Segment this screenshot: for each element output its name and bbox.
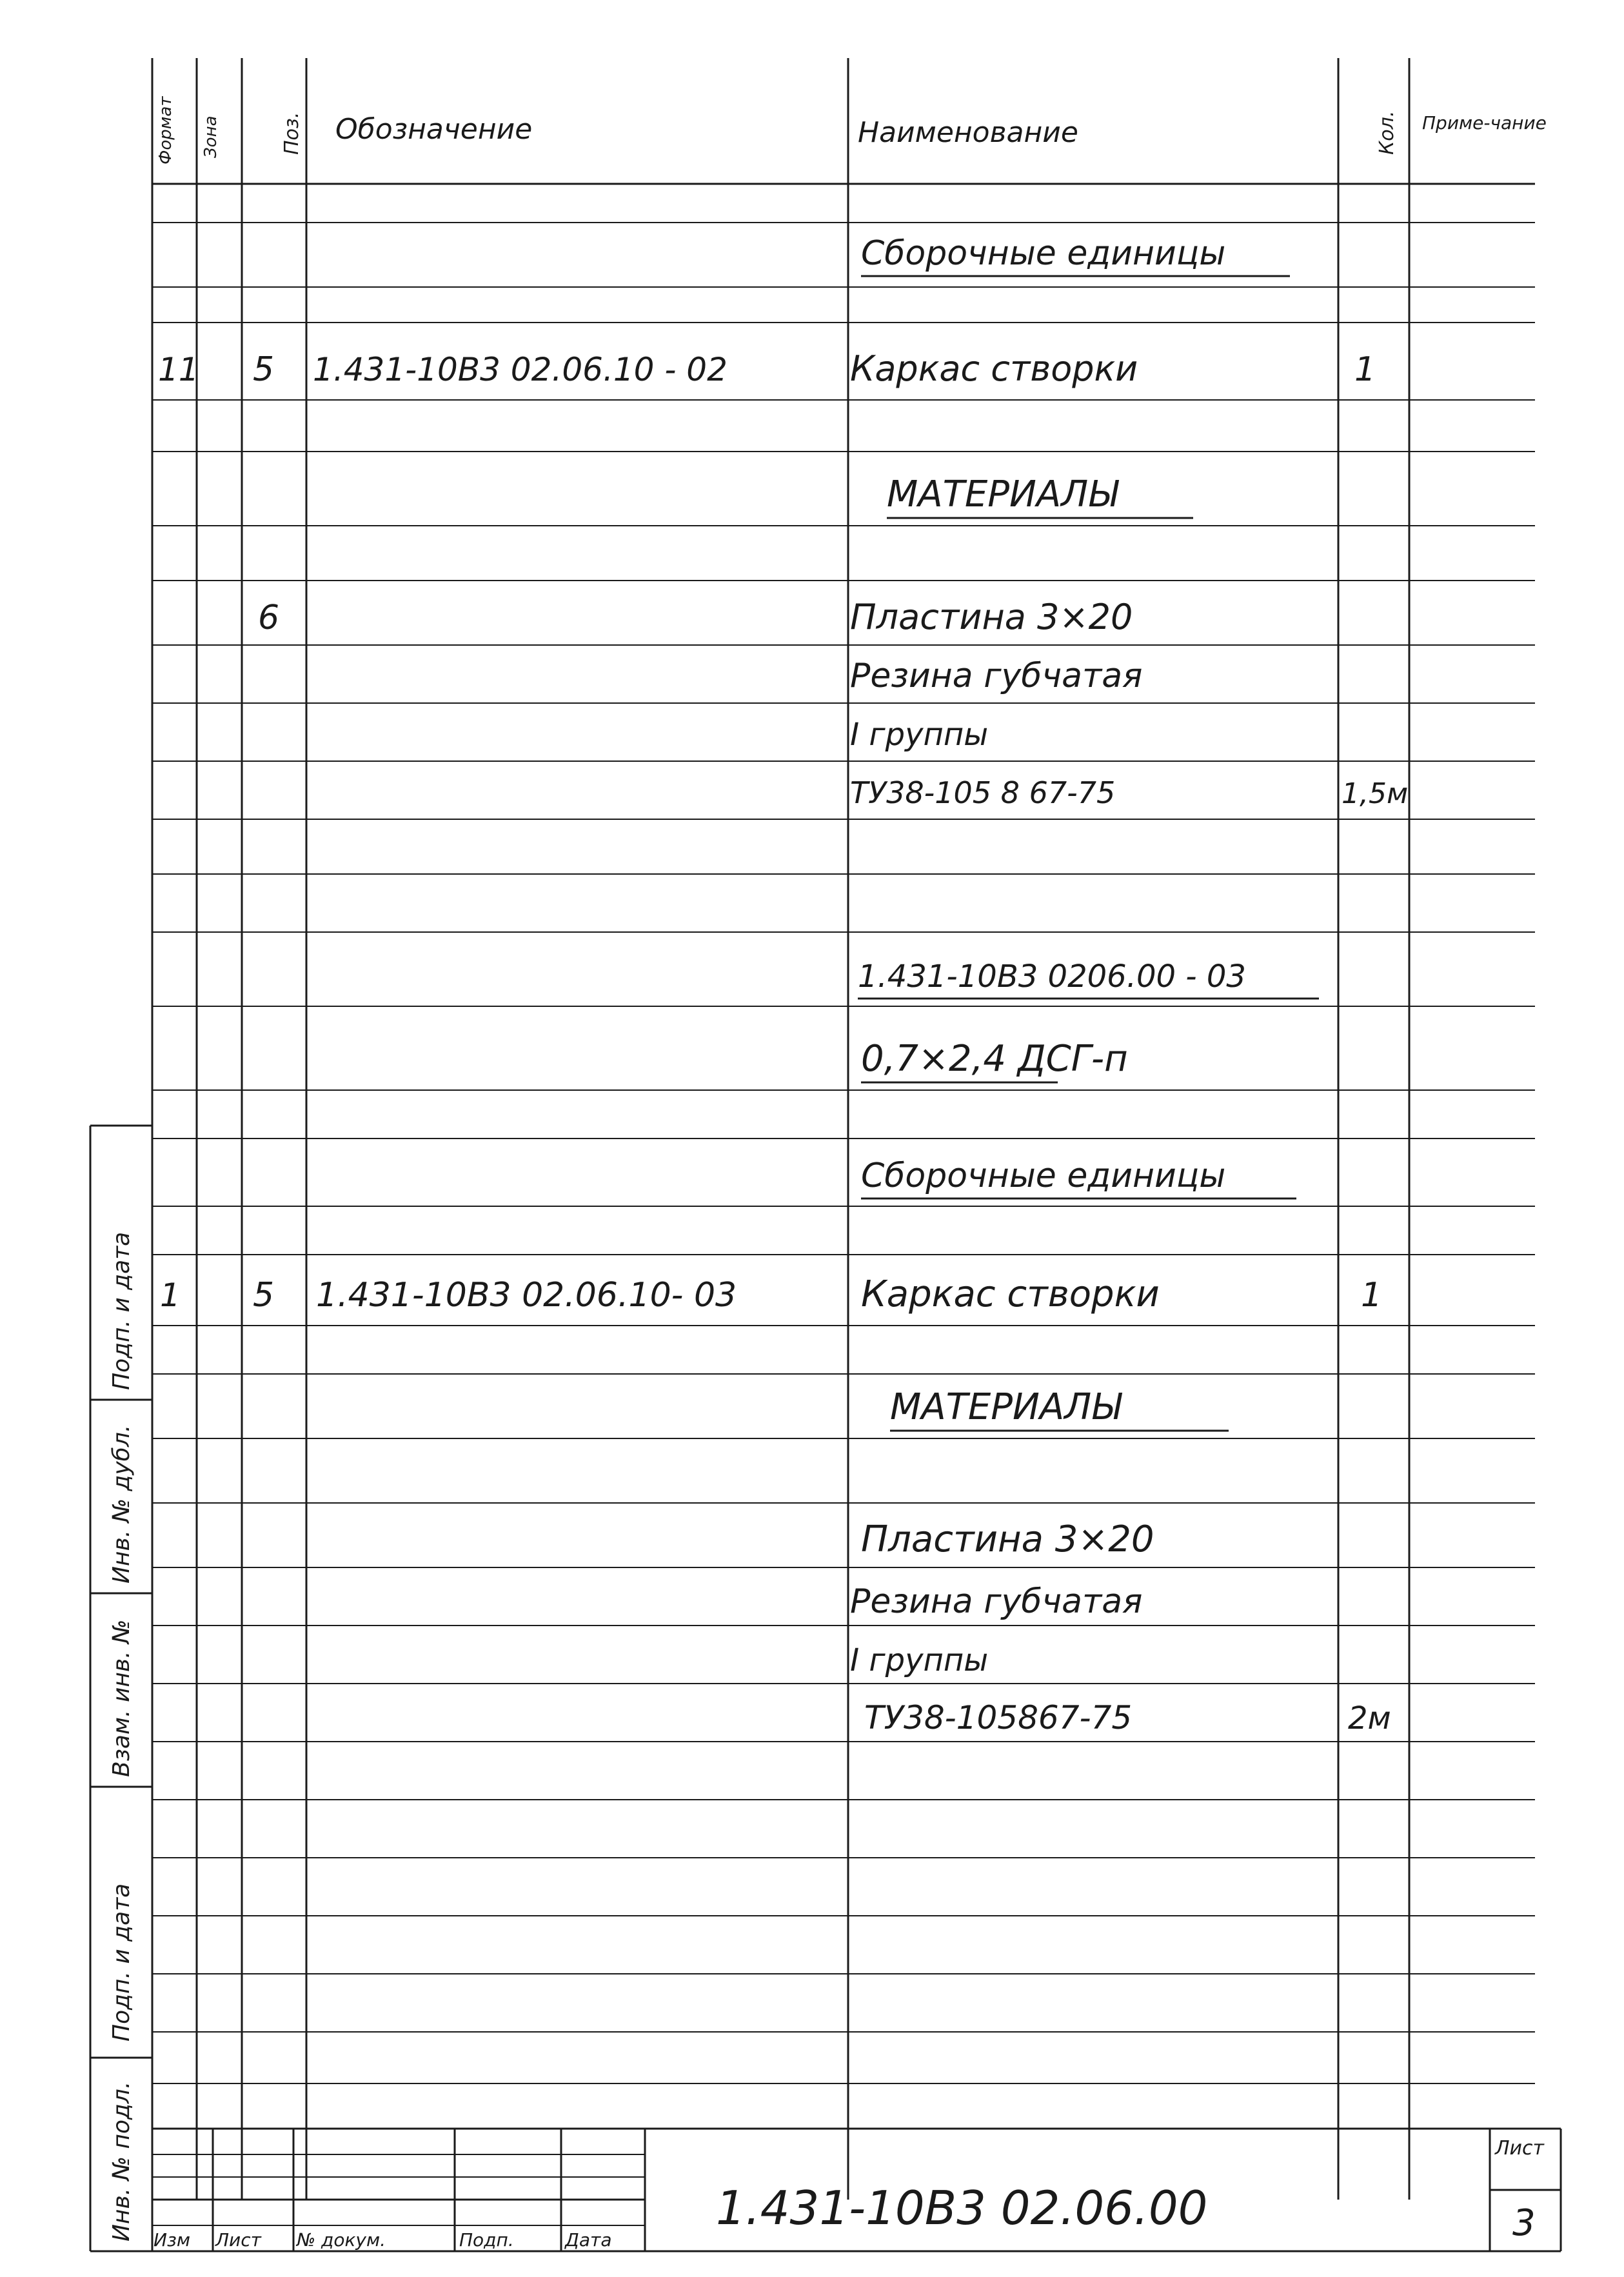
row-format: 11 bbox=[158, 351, 199, 388]
title-col-izm: Изм bbox=[153, 2229, 190, 2251]
row-name: I группы bbox=[850, 1642, 989, 1678]
table-row bbox=[850, 657, 1142, 695]
row-name: ТУ38-105867-75 bbox=[864, 1699, 1133, 1736]
spec-rows bbox=[158, 234, 1408, 1736]
row-name: Сборочные единицы bbox=[861, 1157, 1226, 1195]
header-name: Наименование bbox=[858, 116, 1078, 149]
row-name: МАТЕРИАЛЫ bbox=[887, 473, 1118, 515]
table-row bbox=[861, 1157, 1296, 1198]
row-name: Резина губчатая bbox=[850, 657, 1143, 695]
table-row bbox=[850, 1642, 988, 1678]
row-pos: 5 bbox=[253, 350, 275, 389]
title-sheet-number: 3 bbox=[1512, 2202, 1536, 2244]
row-qty: 2м bbox=[1348, 1700, 1391, 1736]
row-name: Каркас створки bbox=[861, 1273, 1160, 1315]
side-stamp-inv-dubl: Инв. № дубл. bbox=[108, 1424, 135, 1584]
header-note: Приме-чание bbox=[1422, 112, 1547, 134]
row-name: ТУ38-105 8 67-75 bbox=[850, 775, 1116, 810]
row-name: 0,7×2,4 ДСГ-п bbox=[861, 1038, 1128, 1080]
header-designation: Обозначение bbox=[335, 113, 533, 146]
table-row bbox=[887, 473, 1193, 518]
table-row bbox=[160, 1273, 1382, 1315]
side-stamp-vzam-inv: Взам. инв. № bbox=[108, 1619, 135, 1777]
header-zone: Зона bbox=[201, 115, 221, 158]
header-format: Формат bbox=[156, 96, 175, 164]
side-stamp-podp-data-1: Подп. и дата bbox=[108, 1883, 135, 2042]
row-name: Пластина 3×20 bbox=[850, 597, 1133, 637]
table-row bbox=[858, 959, 1319, 999]
title-block bbox=[152, 2129, 1561, 2251]
row-pos: 5 bbox=[253, 1276, 275, 1315]
row-name: МАТЕРИАЛЫ bbox=[890, 1386, 1122, 1428]
row-name: Сборочные единицы bbox=[861, 234, 1226, 273]
row-designation: 1.431-10В3 02.06.10- 03 bbox=[316, 1276, 737, 1315]
table-row bbox=[861, 1038, 1128, 1082]
row-format: 1 bbox=[160, 1277, 181, 1314]
side-stamp-inv-podl: Инв. № подл. bbox=[108, 2081, 135, 2242]
table-row bbox=[861, 1518, 1154, 1560]
row-name: 1.431-10В3 0206.00 - 03 bbox=[858, 959, 1246, 995]
row-qty: 1 bbox=[1361, 1276, 1383, 1315]
title-col-doc: № докум. bbox=[297, 2229, 386, 2251]
title-col-list: Лист bbox=[215, 2229, 261, 2251]
row-designation: 1.431-10В3 02.06.10 - 02 bbox=[313, 351, 728, 388]
side-stamp bbox=[90, 1126, 152, 2251]
side-stamp-podp-data-2: Подп. и дата bbox=[108, 1231, 135, 1390]
row-qty: 1 bbox=[1354, 350, 1376, 389]
title-col-podp: Подп. bbox=[459, 2229, 514, 2251]
table-row bbox=[861, 234, 1290, 276]
row-name: I группы bbox=[850, 717, 989, 753]
row-name: Пластина 3×20 bbox=[861, 1518, 1154, 1560]
table-row bbox=[850, 775, 1408, 810]
row-name: Каркас створки bbox=[850, 348, 1138, 389]
row-name: Резина губчатая bbox=[850, 1582, 1143, 1621]
table-row bbox=[258, 597, 1133, 637]
title-sheet-label: Лист bbox=[1495, 2137, 1545, 2160]
table-row bbox=[864, 1699, 1391, 1736]
header-qty: Кол. bbox=[1376, 110, 1398, 155]
table-row bbox=[850, 1582, 1142, 1621]
table-row bbox=[850, 717, 988, 753]
table-row bbox=[158, 348, 1376, 389]
table-row bbox=[890, 1386, 1229, 1431]
header-pos: Поз. bbox=[281, 112, 303, 155]
title-col-data: Дата bbox=[565, 2229, 612, 2251]
row-qty: 1,5м bbox=[1342, 777, 1409, 810]
title-doc-number: 1.431-10В3 02.06.00 bbox=[716, 2181, 1208, 2235]
row-pos: 6 bbox=[258, 599, 280, 637]
